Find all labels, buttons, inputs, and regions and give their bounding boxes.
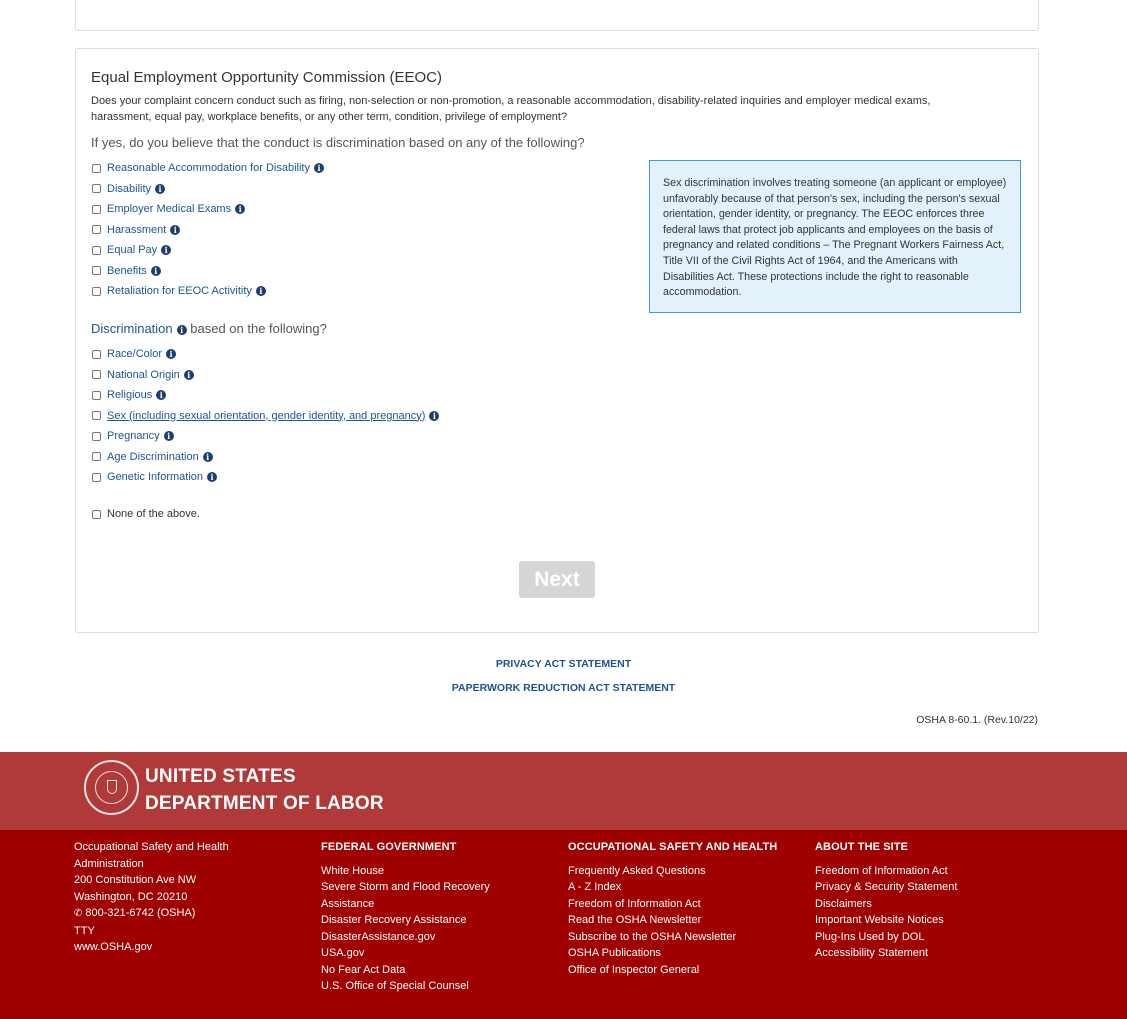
option-equal-pay[interactable] [92, 242, 171, 258]
dol-seal-icon[interactable] [84, 760, 139, 815]
info-icon[interactable]: i [203, 452, 213, 462]
info-icon[interactable]: i [155, 184, 165, 194]
option-label: National Origin [107, 368, 180, 381]
checkbox[interactable] [92, 287, 101, 296]
checkbox[interactable] [92, 391, 101, 400]
footer-links [0, 830, 1127, 1019]
footer-heading: FEDERAL GOVERNMENT [321, 841, 457, 853]
footer-link[interactable]: Important Website Notices [815, 914, 944, 926]
phone-number: 800-321-6742 (OSHA) [85, 907, 196, 919]
checkbox[interactable] [92, 205, 101, 214]
option-race-color[interactable] [92, 346, 176, 362]
option-label: Equal Pay [107, 244, 158, 256]
sex-discrimination-info-box: Sex discrimination involves treating someone (an applicant or employee) unfavorably because of that person's sex, including the person's sexual orientation, gender identity, or pregnancy. The EEOC enforces three federal laws that protect job applicants and employees on the basis of pregnancy and related conditions – The Pregnant Workers Fairness Act, Title VII of the Civil Rights Act of 1964, and the Americans with Disabilities Act. These protections include the right to reasonable accommodation. [649, 160, 1021, 313]
department-name[interactable] [145, 763, 384, 817]
form-code: OSHA 8-60.1. (Rev.10/22) [916, 714, 1038, 726]
footer-link[interactable]: No Fear Act Data [321, 963, 406, 976]
option-benefits[interactable] [92, 263, 161, 279]
footer-link[interactable]: USA.gov [321, 947, 365, 959]
footer-link[interactable]: DisasterAssistance.gov [321, 930, 436, 943]
footer-link[interactable]: Privacy & Security Statement [815, 881, 958, 893]
footer-link[interactable]: White House [321, 864, 384, 877]
phone-icon: ✆ [74, 908, 83, 919]
checkbox[interactable] [92, 225, 101, 234]
checkbox[interactable] [92, 473, 101, 482]
eeoc-section-panel [75, 48, 1039, 633]
option-label: Disability [107, 182, 152, 195]
option-sex[interactable] [92, 408, 439, 424]
checkbox[interactable] [92, 266, 101, 275]
option-national-origin[interactable] [92, 367, 194, 383]
option-age-discrimination[interactable] [92, 449, 213, 465]
checkbox[interactable] [92, 510, 101, 519]
info-icon[interactable]: i [177, 325, 187, 335]
footer-link[interactable]: Accessibility Statement [815, 947, 929, 959]
info-icon[interactable]: i [151, 266, 161, 276]
option-label: Genetic Information [107, 471, 203, 483]
option-label: Pregnancy [107, 430, 160, 442]
info-icon[interactable]: i [429, 411, 439, 421]
info-icon[interactable]: i [256, 286, 266, 296]
info-icon[interactable]: i [161, 245, 171, 255]
checkbox[interactable] [92, 452, 101, 461]
footer-link[interactable]: Severe Storm and Flood Recovery Assistance [321, 881, 490, 910]
option-label: Age Discrimination [107, 450, 199, 463]
checkbox[interactable] [92, 184, 101, 193]
eeoc-description: Does your complaint concern conduct such as firing, non-selection or non-promotion, a reasonable accommodation, disability-related inquiries and employer medical exams, harassment, equal pay, workplace benefits, or any other term, condition, privilege of employment? [91, 95, 931, 123]
address-phone [74, 905, 274, 923]
checkbox[interactable] [92, 350, 101, 359]
footer-link[interactable]: Freedom of Information Act [568, 897, 701, 910]
address-street: 200 Constitution Ave NW [74, 874, 197, 886]
info-icon[interactable]: i [314, 163, 324, 173]
info-icon[interactable]: i [207, 472, 217, 482]
privacy-act-statement-link[interactable]: PRIVACY ACT STATEMENT [495, 658, 632, 670]
paperwork-reduction-act-statement-link[interactable]: PAPERWORK REDUCTION ACT STATEMENT [451, 682, 676, 694]
discrimination-question-rest: based on the following? [186, 321, 327, 336]
checkbox[interactable] [92, 164, 101, 173]
footer-link[interactable]: Subscribe to the OSHA Newsletter [568, 930, 737, 943]
option-religious[interactable] [92, 387, 166, 403]
footer-brand-band [0, 752, 1127, 830]
footer-link[interactable]: Read the OSHA Newsletter [568, 914, 702, 926]
eeoc-question: If yes, do you believe that the conduct is discrimination based on any of the following? [91, 135, 585, 150]
discrimination-link[interactable]: Discrimination [91, 321, 173, 336]
option-none-of-the-above[interactable] [92, 506, 200, 522]
footer-link[interactable]: A - Z Index [568, 881, 622, 893]
option-disability[interactable] [92, 181, 165, 197]
option-label: Reasonable Accommodation for Disability [107, 162, 310, 174]
tty-link[interactable]: TTY [74, 924, 95, 937]
footer-link[interactable]: OSHA Publications [568, 947, 661, 959]
checkbox[interactable] [92, 246, 101, 255]
department-name-line2: DEPARTMENT OF LABOR [145, 793, 384, 814]
option-label: Retaliation for EEOC Activitity [107, 285, 252, 297]
info-icon[interactable]: i [156, 390, 166, 400]
department-name-line1: UNITED STATES [145, 766, 296, 787]
option-label: Religious [107, 389, 153, 401]
option-label: Employer Medical Exams [107, 203, 232, 215]
footer-link[interactable]: Disclaimers [815, 897, 872, 910]
footer-link[interactable]: Disaster Recovery Assistance [321, 914, 467, 926]
footer-link[interactable]: Freedom of Information Act [815, 864, 948, 877]
footer-federal-government [321, 839, 521, 995]
option-employer-medical-exams[interactable] [92, 201, 245, 217]
checkbox[interactable] [92, 411, 101, 420]
info-icon[interactable]: i [170, 225, 180, 235]
footer-address [74, 839, 274, 956]
osha-website-link[interactable]: www.OSHA.gov [74, 941, 153, 953]
footer-about-the-site [815, 839, 1035, 962]
info-icon[interactable]: i [184, 370, 194, 380]
eeoc-title: Equal Employment Opportunity Commission (EEOC) [91, 69, 442, 86]
discrimination-question [91, 321, 327, 336]
footer-link[interactable]: U.S. Office of Special Counsel [321, 980, 469, 992]
footer-heading: ABOUT THE SITE [815, 841, 909, 853]
seal-inner-ring [95, 771, 128, 804]
option-label: Benefits [107, 264, 147, 277]
previous-section-panel [75, 0, 1039, 31]
option-genetic-information[interactable] [92, 469, 217, 485]
option-reasonable-accommodation[interactable] [92, 160, 324, 176]
footer-occupational-safety [568, 839, 798, 978]
info-icon[interactable]: i [166, 349, 176, 359]
option-harassment[interactable] [92, 222, 180, 238]
option-label: None of the above. [107, 508, 200, 520]
checkbox[interactable] [92, 432, 101, 441]
seal-emblem [107, 780, 117, 794]
footer-link[interactable]: Frequently Asked Questions [568, 864, 706, 877]
info-icon[interactable]: i [164, 431, 174, 441]
info-icon[interactable]: i [235, 204, 245, 214]
next-button[interactable]: Next [519, 561, 595, 598]
checkbox[interactable] [92, 370, 101, 379]
footer-heading: OCCUPATIONAL SAFETY AND HEALTH [568, 841, 778, 853]
option-label: Harassment [107, 223, 167, 236]
address-city: Washington, DC 20210 [74, 890, 188, 903]
option-pregnancy[interactable] [92, 428, 174, 444]
footer-link[interactable]: Office of Inspector General [568, 963, 700, 976]
option-retaliation[interactable] [92, 283, 266, 299]
option-label: Race/Color [107, 348, 163, 360]
address-org: Occupational Safety and Health Administration [74, 841, 229, 870]
option-label: Sex (including sexual orientation, gender identity, and pregnancy) [107, 409, 426, 422]
footer-link[interactable]: Plug-Ins Used by DOL [815, 930, 925, 943]
